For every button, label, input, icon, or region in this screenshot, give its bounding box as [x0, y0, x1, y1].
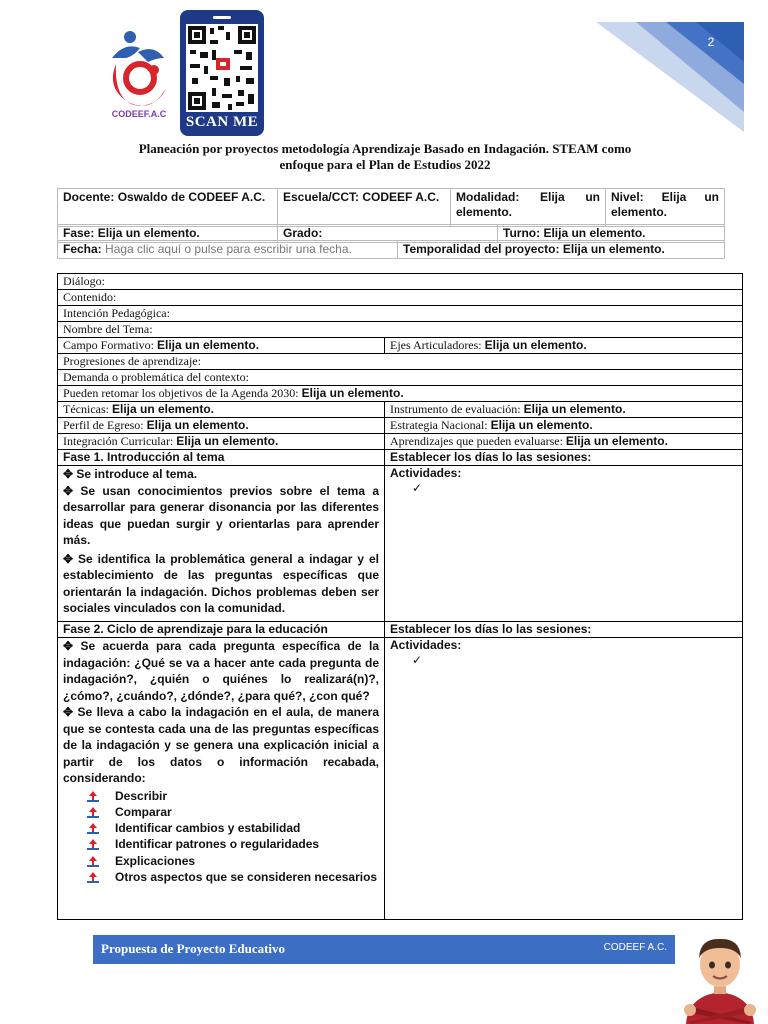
list-item: Identificar patrones o regularidades — [87, 836, 379, 852]
footer-org: CODEEF A.C. — [603, 942, 667, 953]
scan-me-label: SCAN ME — [185, 114, 259, 130]
demanda-field[interactable]: Demanda o problemática del contexto: — [58, 370, 743, 386]
fase1-activities[interactable]: Actividades: ✓ — [385, 466, 743, 622]
teacher-info-table — [57, 188, 725, 227]
list-item: Otros aspectos que se consideren necesarios — [87, 869, 379, 885]
list-item: Explicaciones — [87, 853, 379, 869]
grado-cell[interactable]: Grado: — [278, 225, 498, 243]
docente-cell: Docente: Oswaldo de CODEEF A.C. — [58, 189, 278, 227]
planning-table — [57, 273, 743, 920]
fase1-heading: Fase 1. Introducción al tema — [58, 450, 385, 466]
arrow-bullet-icon — [87, 872, 101, 883]
qr-code — [186, 24, 258, 112]
arrow-bullet-icon — [87, 839, 101, 850]
avatar — [682, 934, 758, 1024]
fase-cell[interactable]: Fase: Elija un elemento. — [58, 225, 278, 243]
fase2-activities[interactable]: Actividades: ✓ — [385, 638, 743, 920]
perfil-field[interactable]: Perfil de Egreso: Elija un elemento. — [58, 418, 385, 434]
contenido-field[interactable]: Contenido: — [58, 290, 743, 306]
footer-bar — [93, 935, 675, 964]
dialogo-field[interactable]: Diálogo: — [58, 274, 743, 290]
intencion-field[interactable]: Intención Pedagógica: — [58, 306, 743, 322]
fase1-bullet: ✥ Se usan conocimientos previos sobre el tema a desarrollar para generar disonancia por las diferentes ideas que puedan surgir y orientarlas para aprender más. — [63, 483, 379, 547]
fecha-cell[interactable]: Fecha: Haga clic aquí o pulse para escribir una fecha. — [58, 241, 398, 259]
list-item: Describir — [87, 788, 379, 804]
instrumento-field[interactable]: Instrumento de evaluación: Elija un elemento. — [385, 402, 743, 418]
arrow-bullet-icon — [87, 807, 101, 818]
campo-formativo-field[interactable]: Campo Formativo: Elija un elemento. — [58, 338, 385, 354]
footer-title: Propuesta de Proyecto Educativo — [101, 941, 286, 956]
fase1-sesiones[interactable]: Establecer los días lo las sesiones: — [385, 450, 743, 466]
tecnicas-field[interactable]: Técnicas: Elija un elemento. — [58, 402, 385, 418]
nivel-cell[interactable]: Nivel: Elija un elemento. — [606, 189, 725, 227]
agenda-field[interactable]: Pueden retomar los objetivos de la Agenda 2030: Elija un elemento. — [58, 386, 743, 402]
diamond-bullet-icon: ✥ — [63, 639, 74, 653]
turno-cell[interactable]: Turno: Elija un elemento. — [498, 225, 725, 243]
arrow-bullet-icon — [87, 823, 101, 834]
fase2-bullet: ✥ Se lleva a cabo la indagación en el aula, de manera que se contesta cada una de las preguntas específicas de la indagación y se genera una explicación inicial a partir de los datos o información recabada, considerando: — [63, 705, 379, 785]
svg-text:CODEEF.A.C: CODEEF.A.C — [111, 109, 167, 119]
checkmark-icon: ✓ — [412, 481, 423, 495]
arrow-bullet-icon — [87, 856, 101, 867]
modalidad-cell[interactable]: Modalidad: Elija un elemento. — [451, 189, 606, 227]
diamond-bullet-icon: ✥ — [63, 467, 74, 481]
fase2-description — [58, 638, 385, 920]
fase1-description — [58, 466, 385, 622]
checkmark-icon: ✓ — [412, 653, 423, 667]
list-item: Identificar cambios y estabilidad — [87, 820, 379, 836]
list-item: Comparar — [87, 804, 379, 820]
diamond-bullet-icon: ✥ — [63, 705, 74, 719]
nombre-tema-field[interactable]: Nombre del Tema: — [58, 322, 743, 338]
phone-notch — [213, 16, 231, 19]
fase2-bullet: ✥ Se acuerda para cada pregunta específica de la indagación: ¿Qué se va a hacer ante cada pregunta de indagación?, ¿quién o quiénes lo realizará(n)?, ¿cómo?, ¿cuándo?, ¿dónde?, ¿para qué?, ¿con qué? — [63, 639, 380, 703]
fase2-heading: Fase 2. Ciclo de aprendizaje para la educación — [58, 622, 385, 638]
diamond-bullet-icon: ✥ — [63, 551, 74, 566]
fase1-bullet: ✥ Se identifica la problemática general a indagar y el establecimiento de las preguntas específicas que orientarán la indagación. Dichos problemas deben ser sociales vinculados con la comunidad. — [63, 551, 379, 615]
page-number: 2 — [707, 35, 715, 49]
aprendizajes-field[interactable]: Aprendizajes que pueden evaluarse: Elija un elemento. — [385, 434, 743, 450]
progresiones-field[interactable]: Progresiones de aprendizaje: — [58, 354, 743, 370]
diamond-bullet-icon: ✥ — [63, 483, 74, 498]
estrategia-field[interactable]: Estrategia Nacional: Elija un elemento. — [385, 418, 743, 434]
qr-scan-badge — [180, 10, 264, 136]
fase2-sesiones[interactable]: Establecer los días lo las sesiones: — [385, 622, 743, 638]
fase2-list — [63, 788, 379, 886]
document-title: Planeación por proyectos metodología Aprendizaje Basado en Indagación. STEAM como enfoque para el Plan de Estudios 2022 — [138, 141, 632, 172]
arrow-bullet-icon — [87, 791, 101, 802]
fase1-bullet: ✥ Se introduce al tema. — [63, 467, 198, 481]
codeef-logo — [104, 28, 174, 120]
escuela-cell: Escuela/CCT: CODEEF A.C. — [278, 189, 451, 227]
integracion-field[interactable]: Integración Curricular: Elija un elemento. — [58, 434, 385, 450]
temporalidad-cell[interactable]: Temporalidad del proyecto: Elija un elemento. — [398, 241, 725, 259]
ejes-field[interactable]: Ejes Articuladores: Elija un elemento. — [385, 338, 743, 354]
date-info-table — [57, 240, 725, 259]
